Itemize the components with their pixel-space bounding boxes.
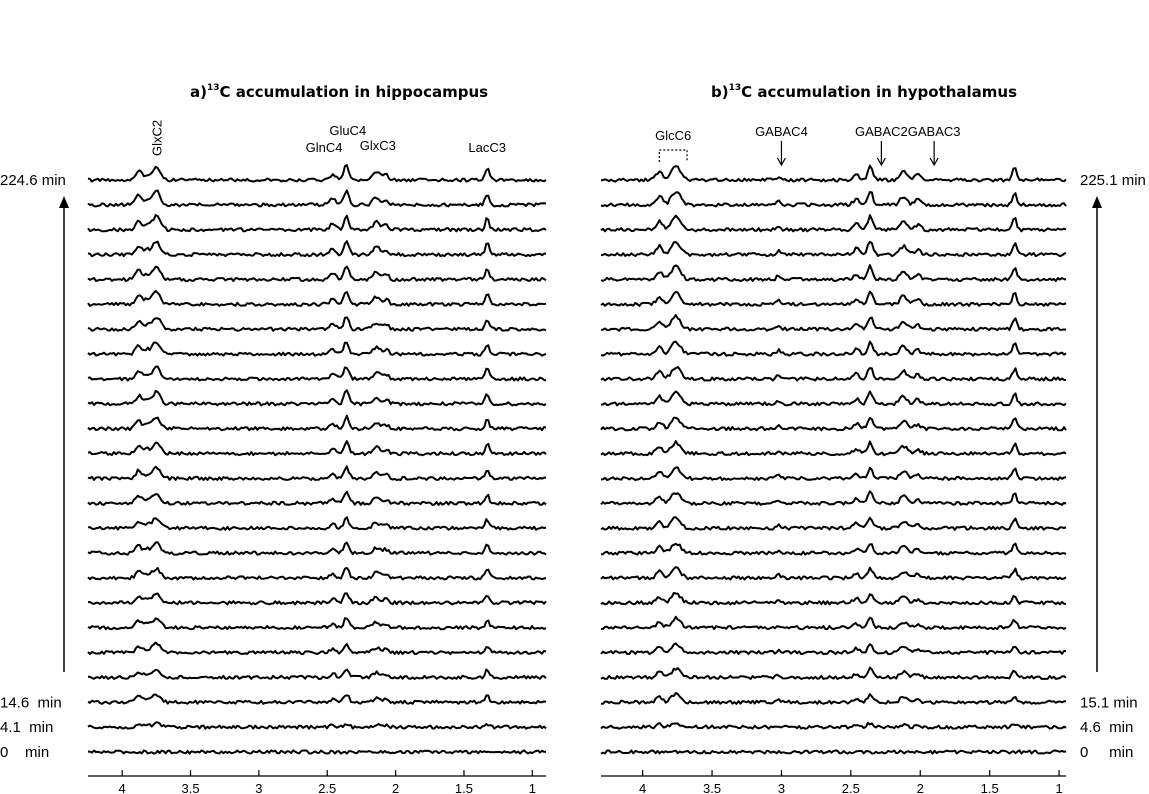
time-label: 225.1 min [1080,172,1146,189]
peak-label: GlnC4 [305,140,343,155]
peak-label: GABAC3 [907,124,961,139]
x-tick-label: 2.5 [841,781,860,794]
peak-label: GlcC6 [655,128,692,143]
time-label: 0 min [0,744,50,761]
peak-label: GlxC3 [359,138,396,153]
x-tick-label: 1.5 [454,781,474,794]
x-tick-label: 3 [255,781,263,794]
x-tick-label: 2 [391,781,400,794]
x-tick-label: 4 [118,781,126,794]
x-tick-label: 2.5 [318,781,337,794]
time-label: 4.1 min [0,719,54,737]
x-tick-label: 2 [916,781,924,794]
x-tick-label: 3 [777,781,786,794]
x-tick-label: 3.5 [181,781,200,794]
x-tick-label: 3.5 [703,781,722,794]
panel-a-title: a)$^{13}$C accumulation in hippocampus [190,83,489,101]
time-label: 4.6 min [1080,719,1134,737]
x-tick-label: 1 [1055,781,1063,794]
time-label: 15.1 min [1080,694,1138,712]
time-label: 0 min [1080,744,1134,761]
x-tick-label: 4 [639,781,647,794]
time-label: 14.6 min [0,694,62,712]
peak-label: GlxC2 [149,119,165,156]
time-label: 224.6 min [0,172,66,189]
peak-label: GABAC2 [855,124,908,139]
peak-label: GABAC4 [755,124,808,139]
x-tick-label: 1 [528,781,536,794]
panel-b-title: b)$^{13}$C accumulation in hypothalamus [711,83,1018,101]
peak-label: GluC4 [329,123,367,138]
peak-label: LacC3 [468,140,507,155]
x-tick-label: 1.5 [980,781,999,794]
